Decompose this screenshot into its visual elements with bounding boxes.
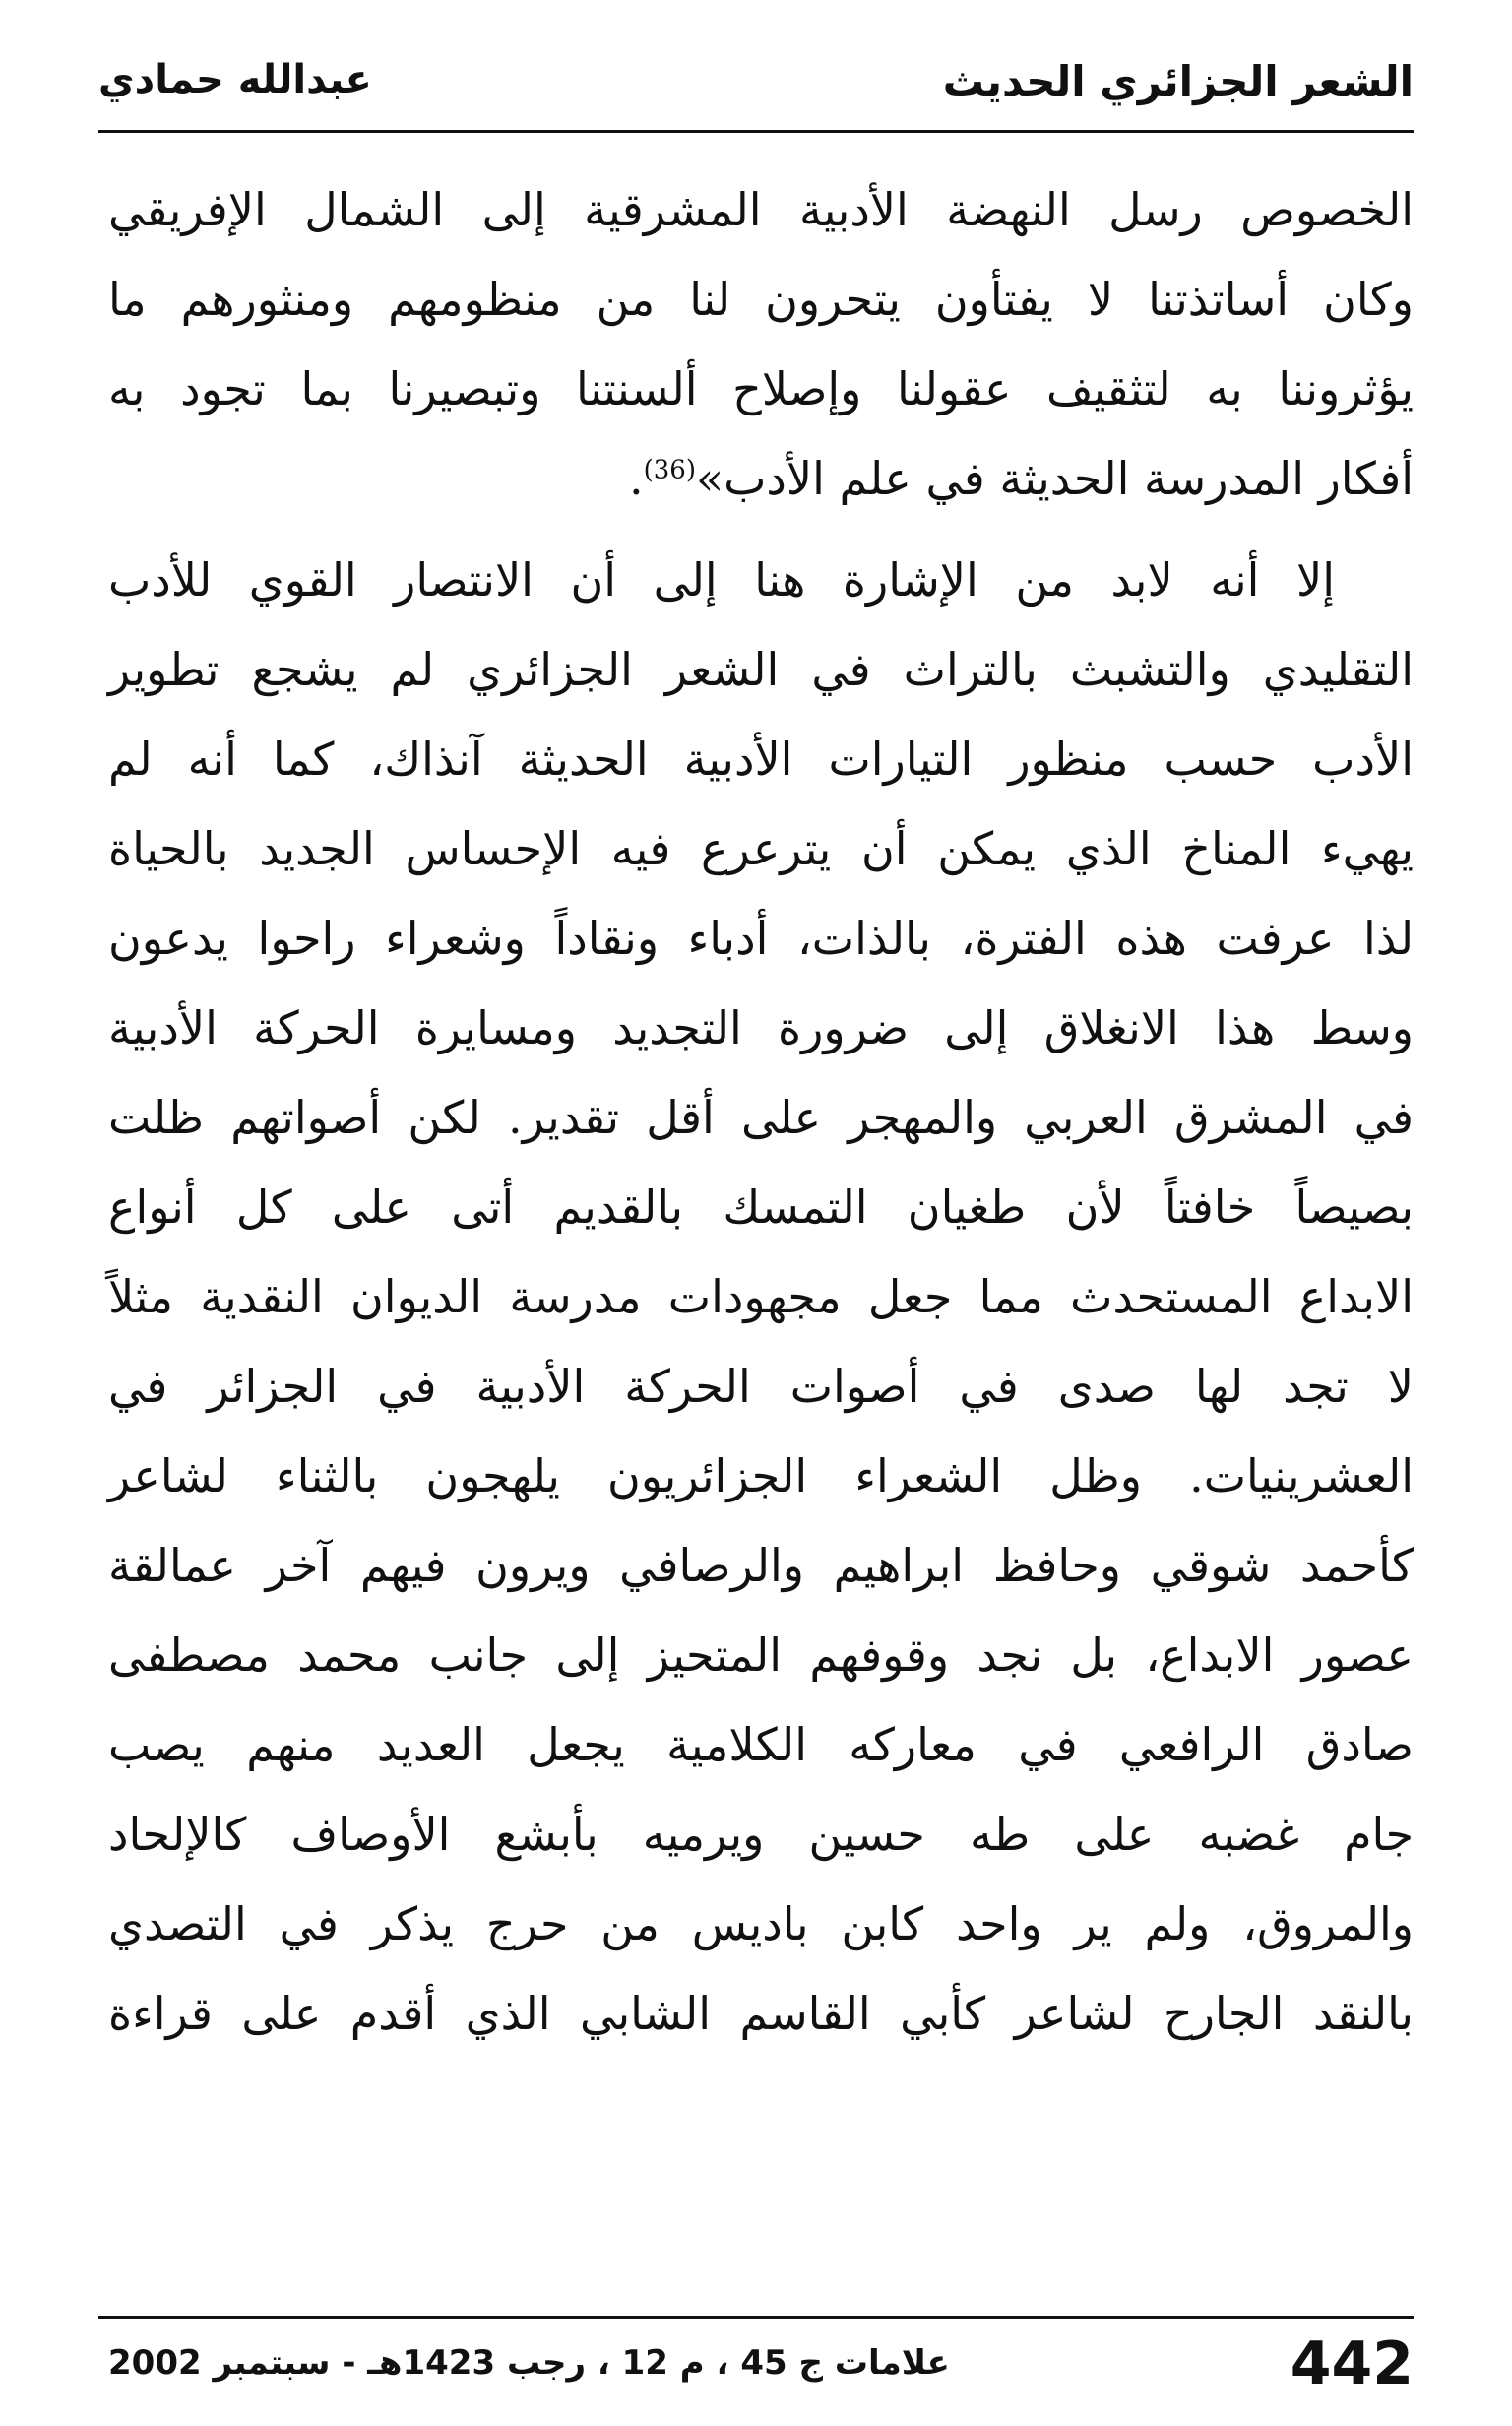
text-line: جام غضبه على طه حسين ويرميه بأبشع الأوصاف كالإلحاد bbox=[108, 1808, 1414, 1861]
text-line: لا تجد لها صدى في أصوات الحركة الأدبية في الجزائر في bbox=[108, 1360, 1414, 1413]
text-line-with-footnote bbox=[108, 434, 1414, 524]
body-text bbox=[108, 165, 1414, 2059]
text-line: بالنقد الجارح لشاعر كأبي القاسم الشابي الذي أقدم على قراءة bbox=[108, 1987, 1414, 2040]
sentence-end: . bbox=[628, 452, 644, 505]
text-line: يهيء المناخ الذي يمكن أن يترعرع فيه الإحساس الجديد بالحياة bbox=[108, 822, 1414, 875]
page-footer bbox=[98, 2330, 1414, 2408]
running-title: الشعر الجزائري الحديث bbox=[942, 57, 1414, 105]
text-line: الأدب حسب منظور التيارات الأدبية الحديثة آنذاك، كما أنه لم bbox=[108, 733, 1414, 786]
paragraph-gap bbox=[108, 524, 1414, 536]
paragraph-1 bbox=[108, 165, 1414, 524]
text-line: كأحمد شوقي وحافظ ابراهيم والرصافي ويرون فيهم آخر عمالقة bbox=[108, 1539, 1414, 1592]
page-number: 442 bbox=[1290, 2330, 1414, 2398]
text-line: يؤثروننا به لتثقيف عقولنا وإصلاح ألسنتنا وتبصيرنا بما تجود به bbox=[108, 362, 1414, 415]
text-line: وكان أساتذتنا لا يفتأون يتحرون لنا من منظومهم ومنثورهم ما bbox=[108, 273, 1414, 326]
text-line: بصيصاً خافتاً لأن طغيان التمسك بالقديم أتى على كل أنواع bbox=[108, 1181, 1414, 1234]
text-line: التقليدي والتشبث بالتراث في الشعر الجزائري لم يشجع تطوير bbox=[108, 643, 1414, 696]
text-line: صادق الرافعي في معاركه الكلامية يجعل العديد منهم يصب bbox=[108, 1718, 1414, 1771]
text-line: وسط هذا الانغلاق إلى ضرورة التجديد ومسايرة الحركة الأدبية bbox=[108, 1001, 1414, 1054]
text-line: الابداع المستحدث مما جعل مجهودات مدرسة الديوان النقدية مثلاً bbox=[108, 1270, 1414, 1323]
text-line: إلا أنه لابد من الإشارة هنا إلى أن الانتصار القوي للأدب bbox=[108, 553, 1335, 606]
running-header bbox=[98, 39, 1414, 118]
text-line: والمروق، ولم ير واحد كابن باديس من حرج يذكر في التصدي bbox=[108, 1897, 1414, 1950]
running-author: عبدالله حمادي bbox=[98, 57, 372, 102]
text-fragment: أفكار المدرسة الحديثة في علم الأدب» bbox=[695, 452, 1414, 505]
footer-rule bbox=[98, 2316, 1414, 2319]
header-rule bbox=[98, 130, 1414, 133]
text-line: في المشرق العربي والمهجر على أقل تقدير. لكن أصواتهم ظلت bbox=[108, 1091, 1414, 1144]
text-line: الخصوص رسل النهضة الأدبية المشرقية إلى الشمال الإفريقي bbox=[108, 183, 1414, 236]
journal-citation: علامات ج 45 ، م 12 ، رجب 1423هـ - سبتمبر 2002 bbox=[108, 2343, 950, 2383]
text-line: لذا عرفت هذه الفترة، بالذات، أدباء ونقاداً وشعراء راحوا يدعون bbox=[108, 912, 1414, 965]
paragraph-2 bbox=[108, 536, 1414, 2059]
footnote-reference: (36) bbox=[643, 455, 696, 485]
text-line: العشرينيات. وظل الشعراء الجزائريون يلهجون بالثناء لشاعر bbox=[108, 1449, 1414, 1502]
text-line: عصور الابداع، بل نجد وقوفهم المتحيز إلى جانب محمد مصطفى bbox=[108, 1628, 1414, 1682]
